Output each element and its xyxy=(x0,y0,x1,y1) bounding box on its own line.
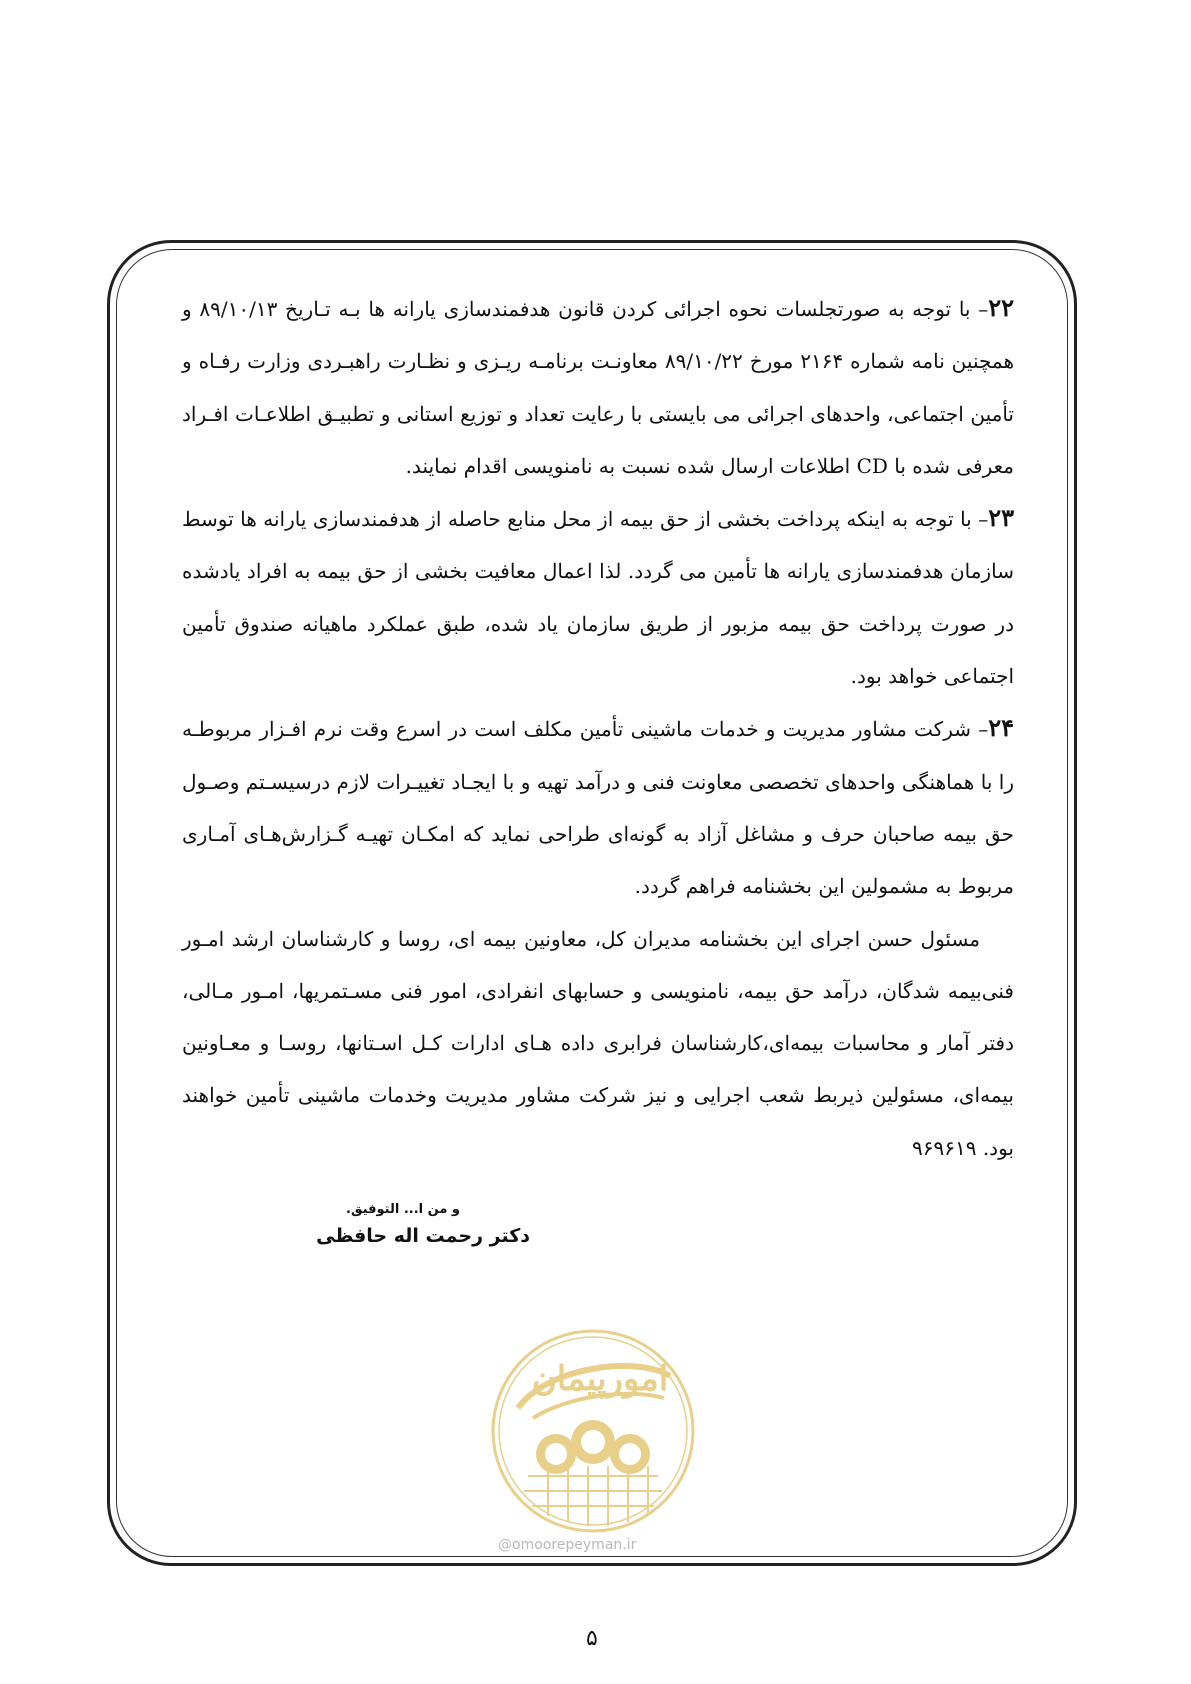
clause-22 xyxy=(182,282,1014,492)
page-number: ۵ xyxy=(586,1626,598,1651)
signatory-name: دکتر رحمت اله حافظی xyxy=(316,1225,530,1247)
clause-number: ۲۲ xyxy=(988,293,1015,322)
clause-text: – با توجه به اینکه پرداخت بخشی از حق بیمه از محل منابع حاصله از هدفمندسازی یارانه ها توسط سازمان هدفمندسازی یارانه ها تأمین می گردد. لذا اعمال معافیت بخشی از حق بیمه به افراد یادشده در صورت پرداخت حق بیمه مزبور از طریق سازمان یاد شده، طبق عملکرد ماهیانه صندوق تأمین اجتماعی خواهد بود. xyxy=(182,507,1014,689)
signature-block xyxy=(300,1202,530,1247)
closing-phrase: و من ا... التوفیق. xyxy=(346,1202,460,1217)
seal-text: امورپیمان xyxy=(531,1359,669,1399)
clause-text: – با توجه به صورتجلسات نحوه اجرائی کردن قانون هدفمندسازی یارانه ها بـه تـاریخ ۸۹/۱۰/۱۳ و همچنین نامه شماره ۲۱۶۴ مورخ ۸۹/۱۰/۲۲ معاونـت برنامـه ریـزی و نظـارت راهبـردی وزارت رفـاه و تأمین اجتماعی، واحدهای اجرائی می بایستی با رعایت تعداد و توزیع استانی و تطبیـق اطلاعـات افـراد معرفی شده با CD اطلاعات ارسال شده نسبت به نامنویسی اقدام نمایند. xyxy=(182,297,1014,478)
document-body xyxy=(182,282,1014,1174)
responsibility-paragraph: مسئول حسن اجرای این بخشنامه مدیران کل، معاونین بیمه ای، روسا و کارشناسان ارشد امـور فنی‌بیمه شدگان، درآمد حق بیمه، نامنویسی و حسابهای انفرادی، امور فنی مسـتمریها، امـور مـالی، دفتر آمار و محاسبات بیمه‌ای،کارشناسان فرابری داده هـای ادارات کـل اسـتانها، روسـا و معـاونین بیمه‌ای، مسئولین ذیربط شعب اجرایی و نیز شرکت مشاور مدیریت وخدمات ماشینی تأمین خواهند بود. ۹۶۹۶۱۹ xyxy=(182,926,1014,1160)
website-watermark: @omoorepeyman.ir xyxy=(498,1537,637,1553)
clause-23 xyxy=(182,492,1014,702)
clause-text: – شرکت مشاور مدیریت و خدمات ماشینی تأمین مکلف است در اسرع وقت نرم افـزار مربوطـه را با هماهنگی واحدهای تخصصی معاونت فنی و درآمد تهیه و با ایجـاد تغییـرات لازم درسیسـتم وصـول حق بیمه صاحبان حرف و مشاغل آزاد به گونه‌ای طراحی نماید که امکـان تهیـه گـزارش‌هـای آمـاری مربوط به مشمولین این بخشنامه فراهم گردد. xyxy=(182,717,1014,899)
seal-logo xyxy=(488,1326,698,1536)
clause-number: ۲۳ xyxy=(988,503,1014,533)
clause-number: ۲۴ xyxy=(988,713,1014,743)
clause-24 xyxy=(182,702,1014,912)
